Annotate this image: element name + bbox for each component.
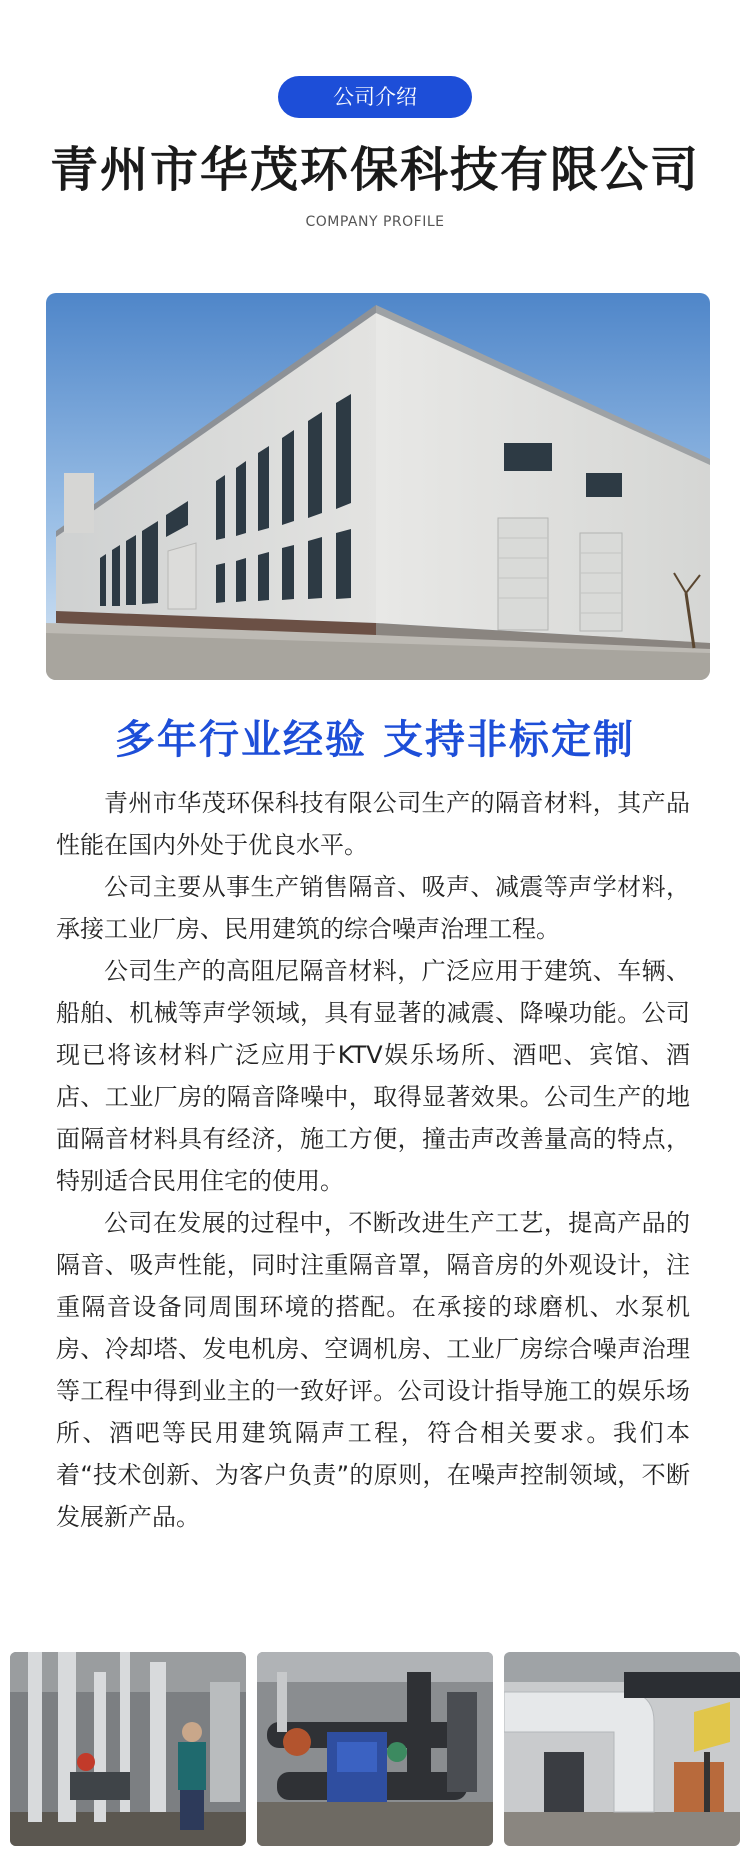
factory-building-photo	[46, 293, 710, 680]
paragraph: 公司在发展的过程中，不断改进生产工艺，提高产品的隔音、吸声性能，同时注重隔音罩，隔音房的外观设计，注重隔音设备同周围环境的搭配。在承接的球磨机、水泵机房、冷却塔、发电机房、空调机房、工业厂房综合噪声治理等工程中得到业主的一致好评。公司设计指导施工的娱乐场所、酒吧等民用建筑隔声工程，符合相关要求。我们本着“技术创新、为客户负责”的原则，在噪声控制领域，不断发展新产品。	[56, 1209, 690, 1531]
paragraph: 公司主要从事生产销售隔音、吸声、减震等声学材料，承接工业厂房、民用建筑的综合噪声治理工程。	[56, 873, 690, 943]
project-gallery	[10, 1652, 740, 1846]
paragraph: 青州市华茂环保科技有限公司生产的隔音材料，其产品性能在国内外处于优良水平。	[56, 789, 690, 859]
company-subtitle: COMPANY PROFILE	[305, 214, 445, 230]
headline: 多年行业经验 支持非标定制	[115, 717, 635, 763]
pipe-room-worker-photo	[10, 1652, 246, 1846]
paragraph: 公司生产的高阻尼隔音材料，广泛应用于建筑、车辆、船舶、机械等声学领域，具有显著的减震、降噪功能。公司现已将该材料广泛应用于KTV娱乐场所、酒吧、宾馆、酒店、工业厂房的隔音降噪中，取得显著效果。公司生产的地面隔音材料具有经济，施工方便，撞击声改善量高的特点，特别适合民用住宅的使用。	[56, 957, 690, 1195]
pump-machinery-photo	[257, 1652, 493, 1846]
company-title: 青州市华茂环保科技有限公司	[49, 142, 700, 198]
insulated-duct-photo	[504, 1652, 740, 1846]
section-badge: 公司介绍	[278, 76, 472, 118]
company-description	[56, 782, 690, 1538]
